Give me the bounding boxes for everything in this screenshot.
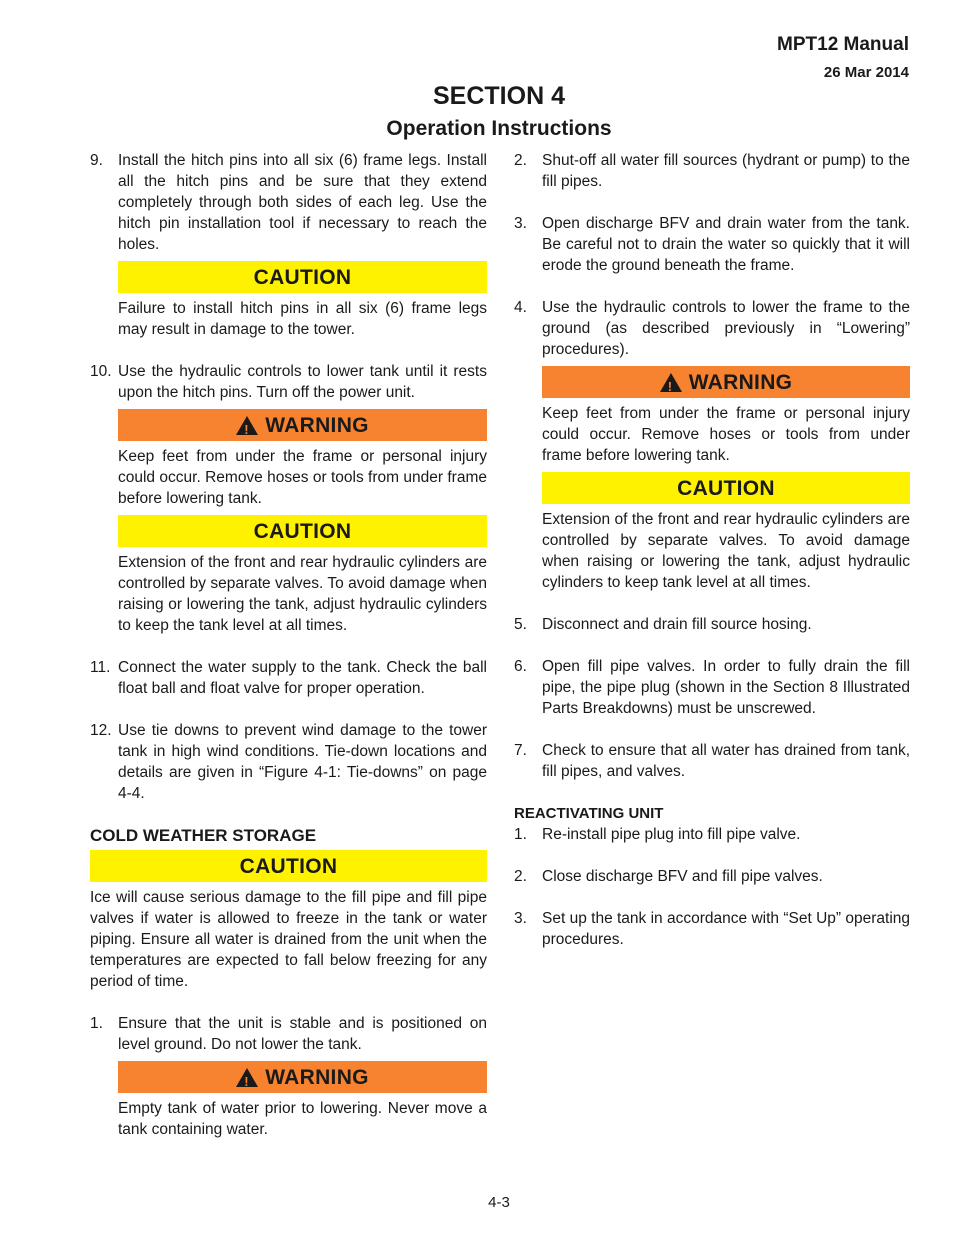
caution-banner bbox=[90, 850, 487, 882]
right-column bbox=[514, 150, 910, 950]
step-text: Close discharge BFV and fill pipe valves. bbox=[542, 868, 823, 885]
step-text: Disconnect and drain fill source hosing. bbox=[542, 616, 812, 633]
step-number: 2. bbox=[514, 152, 527, 169]
step-text: Use the hydraulic controls to lower the frame to the ground (as described previously in “Lowering” procedures). bbox=[542, 299, 910, 358]
caution-text: Extension of the front and rear hydraulic cylinders are controlled by separate valves. To avoid damage when raising or lowering the tank, adjust hydraulic cylinders to keep the tank level at all times. bbox=[118, 554, 487, 634]
caution-label: CAUTION bbox=[677, 476, 775, 500]
step-text: Connect the water supply to the tank. Check the ball float ball and float valve for proper operation. bbox=[118, 659, 487, 697]
warning-triangle-icon: ! bbox=[236, 1068, 258, 1087]
reactivating-heading: REACTIVATING UNIT bbox=[514, 805, 664, 822]
step-number: 7. bbox=[514, 742, 527, 759]
step-number: 1. bbox=[90, 1015, 103, 1032]
caution-banner bbox=[118, 515, 487, 547]
step-12 bbox=[90, 720, 487, 804]
step-number: 11. bbox=[90, 659, 111, 676]
step-9 bbox=[90, 150, 487, 255]
step-text: Use tie downs to prevent wind damage to the tower tank in high wind conditions. Tie-down locations and details are given in “Figure 4-1: Tie-downs” on page 4-4. bbox=[118, 722, 487, 802]
caution-text: Extension of the front and rear hydraulic cylinders are controlled by separate valves. To avoid damage when raising or lowering the tank, adjust hydraulic cylinders to keep tank level at all times. bbox=[542, 511, 910, 591]
step-number: 6. bbox=[514, 658, 527, 675]
caution-label: CAUTION bbox=[239, 854, 338, 878]
step-text: Re-install pipe plug into fill pipe valve. bbox=[542, 826, 801, 843]
left-column bbox=[90, 150, 487, 1140]
step-number: 3. bbox=[514, 215, 527, 232]
warning-banner bbox=[118, 409, 487, 441]
step-number: 12. bbox=[90, 722, 112, 739]
step-number: 4. bbox=[514, 299, 527, 316]
warning-triangle-icon: ! bbox=[660, 373, 682, 392]
warning-label: WARNING bbox=[688, 370, 793, 394]
step-10 bbox=[90, 361, 487, 403]
warning-triangle-icon: ! bbox=[236, 416, 258, 435]
warning-text: Keep feet from under the frame or personal injury could occur. Remove hoses or tools from under frame before lowering tank. bbox=[542, 405, 910, 464]
step-text: Set up the tank in accordance with “Set Up” operating procedures. bbox=[542, 910, 910, 948]
warning-banner bbox=[542, 366, 910, 398]
step-text: Use the hydraulic controls to lower tank until it rests upon the hitch pins. Turn off the power unit. bbox=[118, 363, 487, 401]
manual-title: MPT12 Manual bbox=[777, 34, 909, 55]
cold-step-1 bbox=[90, 1013, 487, 1055]
cold-step-2 bbox=[514, 150, 910, 192]
step-number: 9. bbox=[90, 152, 103, 169]
cold-step-7 bbox=[514, 740, 910, 782]
react-step-1 bbox=[514, 824, 910, 845]
step-text: Ensure that the unit is stable and is positioned on level ground. Do not lower the tank. bbox=[118, 1015, 487, 1053]
step-number: 1. bbox=[514, 826, 527, 843]
step-text: Open fill pipe valves. In order to fully drain the fill pipe, the pipe plug (shown in the Section 8 Illustrated Parts Breakdowns) must be unscrewed. bbox=[542, 658, 910, 717]
step-text: Shut-off all water fill sources (hydrant or pump) to the fill pipes. bbox=[542, 152, 910, 190]
section-subtitle: Operation Instructions bbox=[386, 117, 612, 140]
caution-banner bbox=[542, 472, 910, 504]
warning-banner bbox=[118, 1061, 487, 1093]
warning-text: Empty tank of water prior to lowering. Never move a tank containing water. bbox=[118, 1100, 487, 1138]
step-text: Check to ensure that all water has drained from tank, fill pipes, and valves. bbox=[542, 742, 910, 780]
step-text: Open discharge BFV and drain water from the tank. Be careful not to drain the water so quickly that it will erode the ground beneath the frame. bbox=[542, 215, 910, 274]
step-number: 3. bbox=[514, 910, 527, 927]
caution-text: Failure to install hitch pins in all six (6) frame legs may result in damage to the tower. bbox=[118, 300, 487, 338]
cold-step-5 bbox=[514, 614, 910, 635]
cold-step-4 bbox=[514, 297, 910, 360]
warning-label: WARNING bbox=[265, 413, 369, 437]
warning-label: WARNING bbox=[265, 1065, 369, 1089]
page-number: 4-3 bbox=[488, 1194, 510, 1211]
cold-weather-heading: COLD WEATHER STORAGE bbox=[90, 826, 317, 845]
caution-label: CAUTION bbox=[253, 265, 352, 289]
caution-label: CAUTION bbox=[253, 519, 352, 543]
warning-text: Keep feet from under the frame or personal injury could occur. Remove hoses or tools from under frame before lowering tank. bbox=[118, 448, 487, 507]
cold-step-3 bbox=[514, 213, 910, 276]
step-number: 10. bbox=[90, 363, 112, 380]
step-number: 2. bbox=[514, 868, 527, 885]
react-step-3 bbox=[514, 908, 910, 950]
cold-step-6 bbox=[514, 656, 910, 719]
step-text: Install the hitch pins into all six (6) frame legs. Install all the hitch pins and be sure that they extend completely through both sides of each leg. Use the hitch pin installation tool if necessary to reach the holes. bbox=[118, 152, 487, 253]
react-step-2 bbox=[514, 866, 910, 887]
step-number: 5. bbox=[514, 616, 527, 633]
manual-date: 26 Mar 2014 bbox=[823, 64, 909, 81]
section-title: SECTION 4 bbox=[433, 82, 565, 110]
step-11 bbox=[90, 657, 487, 699]
caution-text: Ice will cause serious damage to the fill pipe and fill pipe valves if water is allowed to freeze in the tank or water piping. Ensure all water is drained from the unit when the temperatures are expected to fall below freezing for any period of time. bbox=[90, 889, 487, 990]
caution-banner bbox=[118, 261, 487, 293]
